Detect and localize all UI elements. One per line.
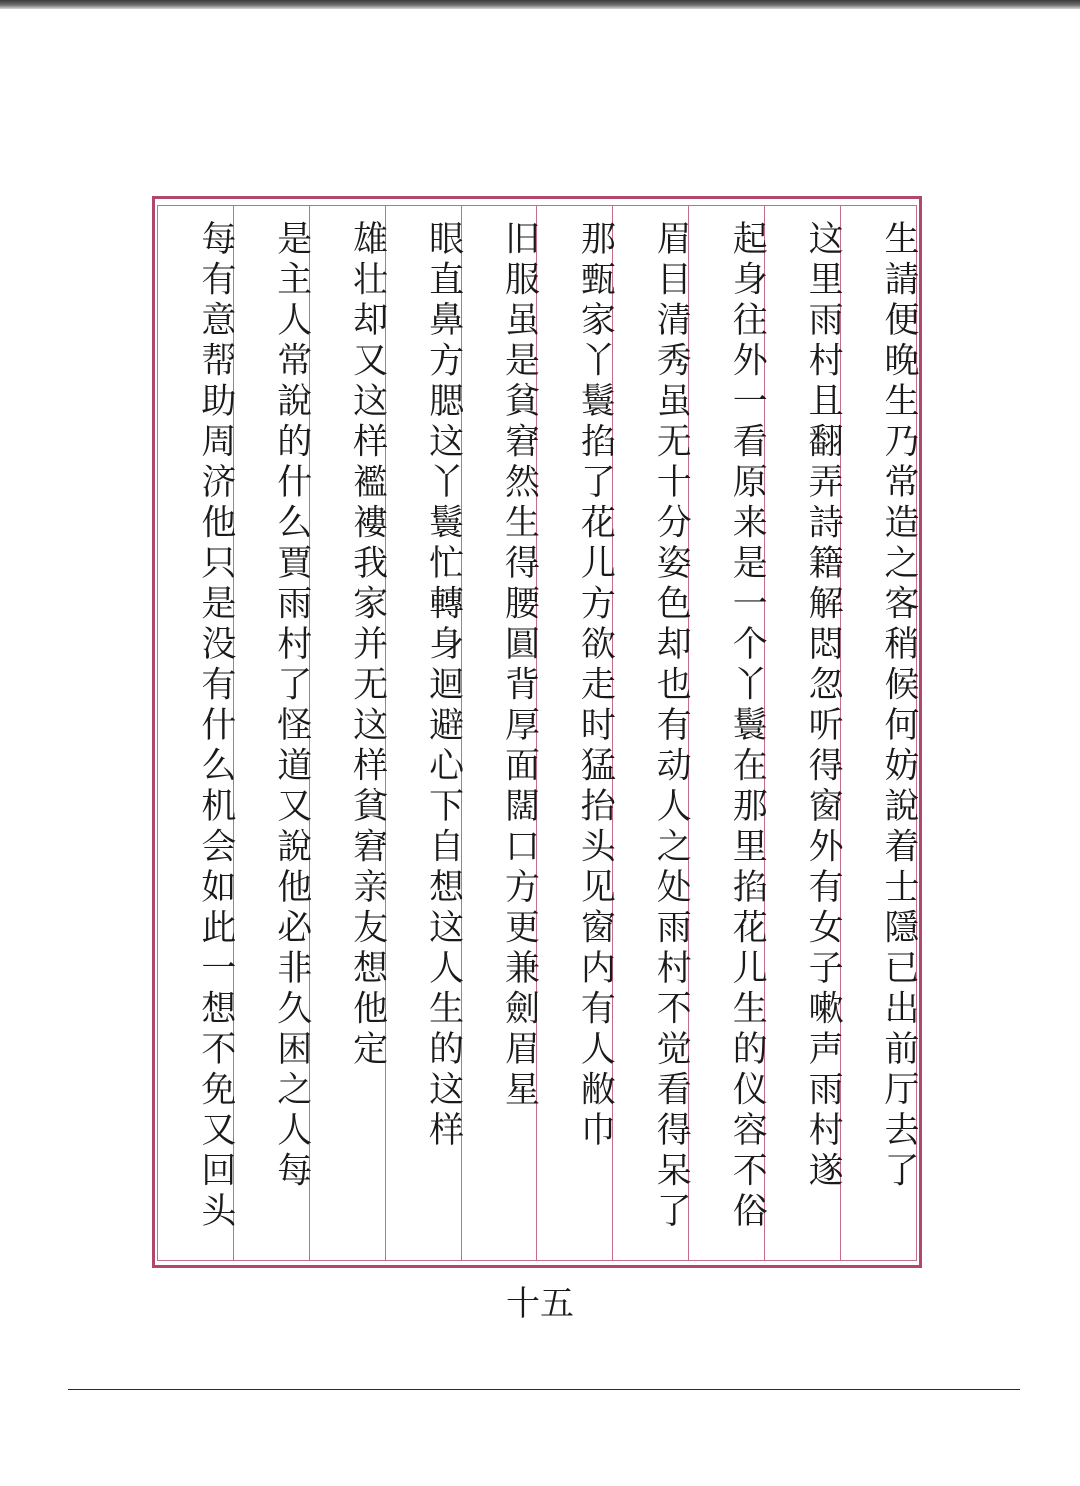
- column-text: 旧服虽是貧窘然生得腰圓背厚面闊口方更兼劍眉星: [499, 220, 540, 1111]
- manuscript-columns: [157, 205, 917, 1261]
- text-column-9: [234, 206, 310, 1260]
- column-text: 眼直鼻方腮这丫鬟忙轉身迴避心下自想这人生的这样: [423, 220, 464, 1152]
- text-column-10: [158, 206, 234, 1260]
- column-text: 是主人常說的什么賈雨村了怪道又說他必非久困之人每: [271, 220, 312, 1192]
- column-text: 那甄家丫鬟掐了花儿方欲走时猛抬头见窗内有人敝巾: [575, 220, 616, 1152]
- page-number: 十五: [506, 1284, 574, 1324]
- column-text: 这里雨村且翻弄詩籍解悶忽听得窗外有女子嗽声雨村遂: [803, 220, 844, 1192]
- text-column-5: [537, 206, 616, 1260]
- column-text: 起身往外一看原来是一个丫鬟在那里掐花儿生的仪容不俗: [727, 220, 768, 1233]
- text-column-4: [613, 206, 692, 1260]
- bottom-rule: [68, 1389, 1020, 1390]
- text-column-3: [689, 206, 768, 1260]
- column-text: 眉目清秀虽无十分姿色却也有动人之处雨村不觉看得呆了: [651, 220, 692, 1233]
- text-column-7: [386, 206, 462, 1260]
- text-column-6: [462, 206, 538, 1260]
- text-column-2: [765, 206, 844, 1260]
- column-text: 雄壮却又这样襤褸我家并无这样貧窘亲友想他定: [347, 220, 388, 1071]
- text-column-8: [310, 206, 386, 1260]
- text-column-1: [841, 206, 919, 1260]
- column-text: 生請便晚生乃常造之客稍候何妨說着士隱已出前厅去了: [879, 220, 919, 1192]
- column-text: 每有意帮助周济他只是没有什么机会如此一想不免又回头: [195, 220, 236, 1233]
- scan-top-edge: [0, 0, 1080, 9]
